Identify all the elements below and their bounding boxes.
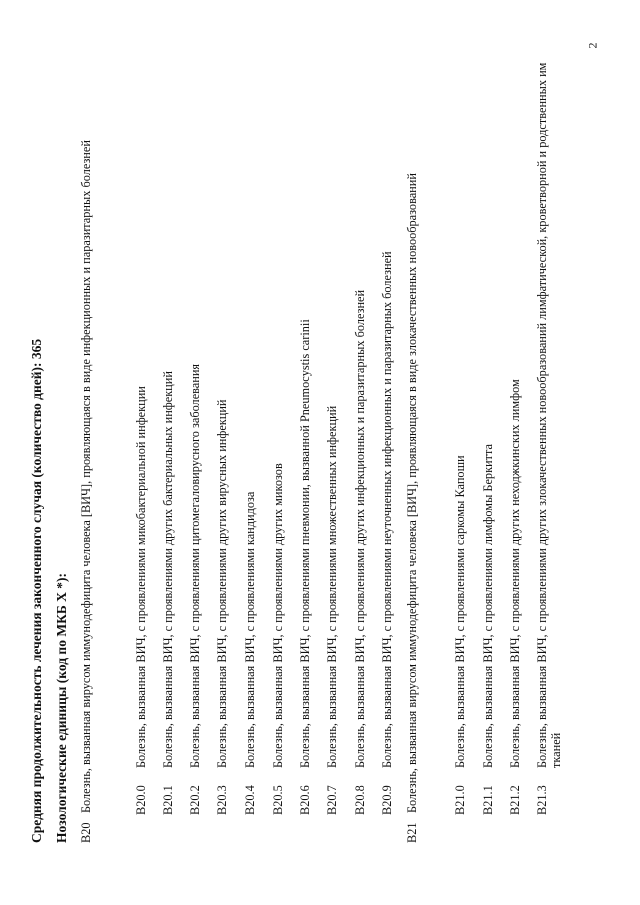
icd-entry	[243, 38, 257, 843]
icd-code: B21	[405, 822, 419, 843]
icd-description: Болезнь, вызванная ВИЧ, с проявлениями других злокачественных новообразований лимфатической, кроветворной и родственных им тканей	[535, 62, 563, 768]
icd-code: B20.8	[353, 785, 367, 815]
icd-code: B21.2	[508, 785, 522, 815]
icd-description: Болезнь, вызванная ВИЧ, с проявлениями микобактериальной инфекции	[134, 386, 148, 768]
icd-entry	[405, 38, 419, 843]
icd-description: Болезнь, вызванная ВИЧ, с проявлениями других бактериальных инфекций	[161, 371, 175, 768]
icd-code: B20.2	[188, 785, 202, 815]
icd-description: Болезнь, вызванная ВИЧ, с проявлениями других вирусных инфекций	[215, 399, 229, 768]
icd-entry	[79, 38, 93, 843]
icd-code: B20.1	[161, 785, 175, 815]
icd-entry	[481, 38, 495, 843]
icd-entry	[508, 38, 522, 843]
icd-description: Болезнь, вызванная вирусом иммунодефицита человека [ВИЧ], проявляющаяся в виде инфекционных и паразитарных болезней	[79, 140, 93, 813]
icd-entry	[298, 38, 312, 843]
icd-entry	[215, 38, 229, 843]
icd-description: Болезнь, вызванная ВИЧ, с проявлениями других микозов	[271, 463, 285, 768]
icd-code: B20.4	[243, 785, 257, 815]
nosology-heading: Нозологические единицы (код по МКБ X *):	[54, 572, 69, 843]
icd-code: B21.0	[453, 785, 467, 815]
icd-code: B20.3	[215, 785, 229, 815]
icd-code: B21.3	[535, 785, 549, 815]
icd-code: B20.9	[380, 785, 394, 815]
icd-description: Болезнь, вызванная ВИЧ, с проявлениями лимфомы Беркитта	[481, 444, 495, 768]
icd-entry	[453, 38, 467, 843]
icd-code: B20.0	[134, 785, 148, 815]
icd-description: Болезнь, вызванная ВИЧ, с проявлениями пневмонии, вызванной Pneumocystis carinii	[298, 319, 312, 768]
treatment-duration-title: Средняя продолжительность лечения законченного случая (количество дней): 365	[29, 338, 44, 843]
icd-code: B20.6	[298, 785, 312, 815]
icd-code: B20	[79, 822, 93, 843]
icd-description: Болезнь, вызванная ВИЧ, с проявлениями других инфекционных и паразитарных болезней	[353, 289, 367, 768]
icd-code: B20.5	[271, 785, 285, 815]
icd-description: Болезнь, вызванная ВИЧ, с проявлениями саркомы Капоши	[453, 455, 467, 768]
icd-description: Болезнь, вызванная ВИЧ, с проявлениями неуточненных инфекционных и паразитарных болезней	[380, 251, 394, 768]
icd-description: Болезнь, вызванная вирусом иммунодефицита человека [ВИЧ], проявляющаяся в виде злокачественных новообразований	[405, 173, 419, 813]
icd-entry	[535, 38, 563, 843]
icd-entry	[161, 38, 175, 843]
icd-entry	[353, 38, 367, 843]
icd-entry	[188, 38, 202, 843]
icd-entry	[134, 38, 148, 843]
icd-description: Болезнь, вызванная ВИЧ, с проявлениями множественных инфекций	[325, 405, 339, 768]
icd-entry	[325, 38, 339, 843]
icd-code: B20.7	[325, 785, 339, 815]
icd-code: B21.1	[481, 785, 495, 815]
icd-description: Болезнь, вызванная ВИЧ, с проявлениями других неходжкинских лимфом	[508, 379, 522, 768]
icd-description: Болезнь, вызванная ВИЧ, с проявлениями кандидоза	[243, 491, 257, 768]
icd-description: Болезнь, вызванная ВИЧ, с проявлениями цитомегаловирусного заболевания	[188, 363, 202, 768]
page-number: 2	[585, 42, 600, 49]
icd-entry	[380, 38, 394, 843]
rotated-document-content	[12, 23, 612, 843]
icd-entry	[271, 38, 285, 843]
